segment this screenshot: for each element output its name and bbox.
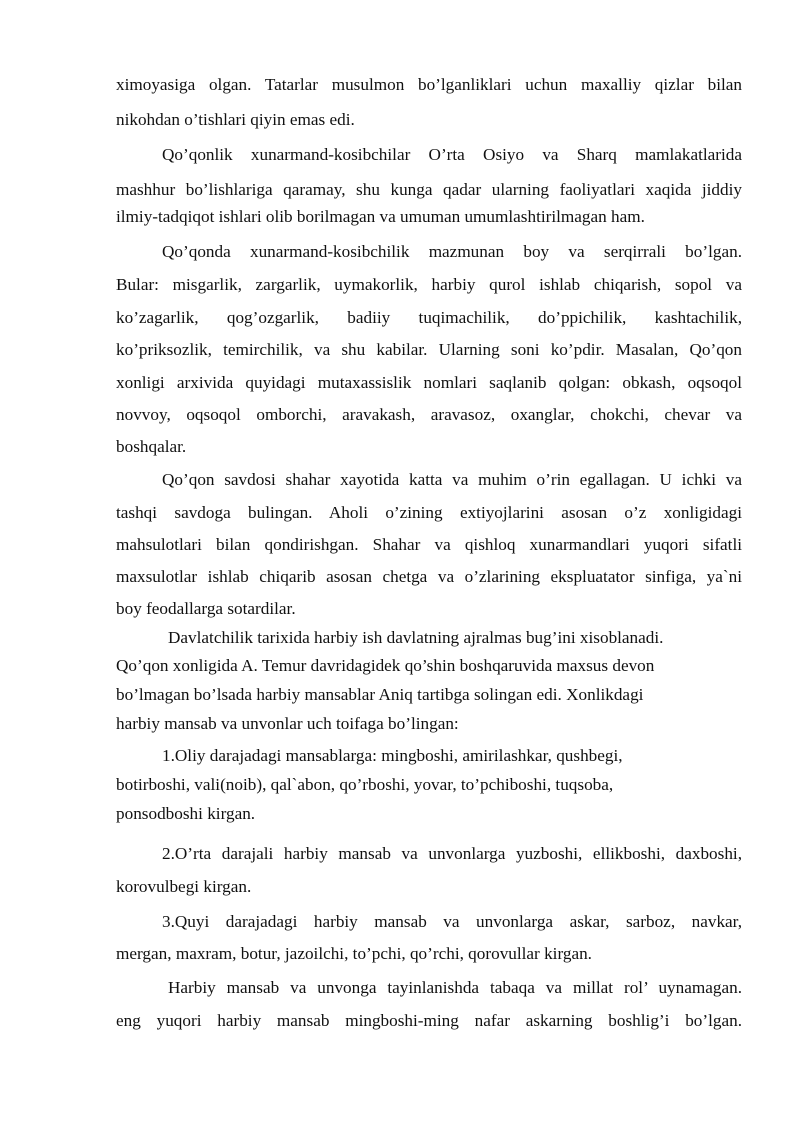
text-line: bo’lmagan bo’lsada harbiy mansablar Aniq tartibga solingan edi. Xonlikdagi	[116, 685, 644, 704]
list-item-first-line: 2.O’rta darajali harbiy mansab va unvonlarga yuzboshi, ellikboshi, daxboshi,	[162, 844, 742, 863]
text-line: tashqi savdoga bulingan. Aholi o’zining extiyojlarini asosan o’z xonligidagi	[116, 503, 742, 522]
text-line: ko’zagarlik, qog’ozgarlik, badiiy tuqimachilik, do’ppichilik, kashtachilik,	[116, 308, 742, 327]
text-line: korovulbegi kirgan.	[116, 877, 252, 896]
paragraph-first-line: Qo’qonda xunarmand-kosibchilik mazmunan boy va serqirrali bo’lgan.	[162, 242, 742, 261]
text-line: ximoyasiga olgan. Tatarlar musulmon bo’lganliklari uchun maxalliy qizlar bilan	[116, 75, 742, 94]
list-item-first-line: 3.Quyi darajadagi harbiy mansab va unvonlarga askar, sarboz, navkar,	[162, 912, 742, 931]
text-line: Bular: misgarlik, zargarlik, uymakorlik, harbiy qurol ishlab chiqarish, sopol va	[116, 275, 742, 294]
list-item-first-line: 1.Oliy darajadagi mansablarga: mingboshi, amirilashkar, qushbegi,	[162, 746, 623, 765]
text-line: harbiy mansab va unvonlar uch toifaga bo’lingan:	[116, 714, 459, 733]
text-line: Qo’qon xonligida A. Temur davridagidek qo’shin boshqaruvida maxsus devon	[116, 656, 655, 675]
text-line: mergan, maxram, botur, jazoilchi, to’pchi, qo’rchi, qorovullar kirgan.	[116, 944, 592, 963]
text-line: ilmiy-tadqiqot ishlari olib borilmagan va umuman umumlashtirilmagan ham.	[116, 207, 645, 226]
paragraph-first-line: Harbiy mansab va unvonga tayinlanishda tabaqa va millat rol’ uynamagan.	[168, 978, 742, 997]
text-line: boshqalar.	[116, 437, 187, 456]
paragraph-first-line: Qo’qonlik xunarmand-kosibchilar O’rta Osiyo va Sharq mamlakatlarida	[162, 145, 742, 164]
text-line: nikohdan o’tishlari qiyin emas edi.	[116, 110, 355, 129]
text-line: mashhur bo’lishlariga qaramay, shu kunga qadar ularning faoliyatlari xaqida jiddiy	[116, 180, 742, 199]
text-line: ponsodboshi kirgan.	[116, 804, 256, 823]
paragraph-first-line: Qo’qon savdosi shahar xayotida katta va muhim o’rin egallagan. U ichki va	[162, 470, 742, 489]
paragraph-first-line: Davlatchilik tarixida harbiy ish davlatning ajralmas bug’ini xisoblanadi.	[168, 628, 664, 647]
text-line: maxsulotlar ishlab chiqarib asosan chetga va o’zlarining ekspluatator sinfiga, ya`ni	[116, 567, 742, 586]
text-line: xonligi arxivida quyidagi mutaxassislik nomlari saqlanib qolgan: obkash, oqsoqol	[116, 373, 742, 392]
text-line: mahsulotlari bilan qondirishgan. Shahar va qishloq xunarmandlari yuqori sifatli	[116, 535, 742, 554]
text-line: eng yuqori harbiy mansab mingboshi-ming nafar askarning boshlig’i bo’lgan.	[116, 1011, 742, 1030]
text-line: botirboshi, vali(noib), qal`abon, qo’rboshi, yovar, to’pchiboshi, tuqsoba,	[116, 775, 614, 794]
text-line: novvoy, oqsoqol omborchi, aravakash, aravasoz, oxanglar, chokchi, chevar va	[116, 405, 742, 424]
text-line: boy feodallarga sotardilar.	[116, 599, 296, 618]
text-line: ko’priksozlik, temirchilik, va shu kabilar. Ularning soni ko’pdir. Masalan, Qo’qon	[116, 340, 742, 359]
